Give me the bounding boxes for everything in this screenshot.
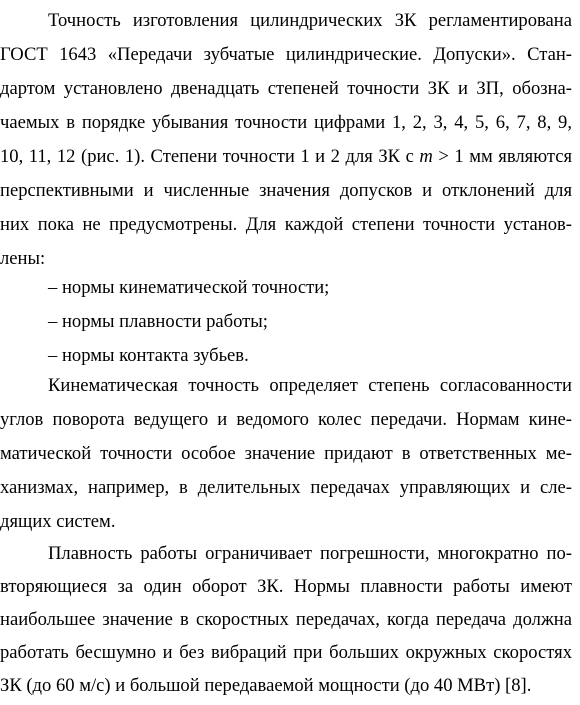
text-line: 10, 11, 12 (рис. 1). Степени точности 1 и 2 для ЗК с m > 1 мм являются (0, 146, 572, 167)
list-item: – нормы плавности работы; (48, 311, 268, 332)
text-line: углов поворота ведущего и ведомого колес передачи. Нормам кине- (0, 409, 572, 430)
text-line: дящих систем. (0, 511, 116, 532)
text-line: Плавность работы ограничивает погрешности, многократно по- (48, 543, 572, 564)
text-line: матической точности особое значение придают в ответственных ме- (0, 443, 572, 464)
variable-m: m (419, 146, 433, 167)
text-line: дартом установлено двенадцать степеней точности ЗК и ЗП, обозна- (0, 78, 572, 99)
text-line: наибольшее значение в скоростных передачах, когда передача должна (0, 609, 572, 630)
text-line: ЗК (до 60 м/с) и большой передаваемой мощности (до 40 МВт) [8]. (0, 675, 532, 696)
text-line: перспективными и численные значения допусков и отклонений для (0, 180, 572, 201)
text-line: чаемых в порядке убывания точности цифрами 1, 2, 3, 4, 5, 6, 7, 8, 9, (0, 112, 572, 133)
text-line: вторяющиеся за один оборот ЗК. Нормы плавности работы имеют (0, 576, 572, 597)
text-line: ГОСТ 1643 «Передачи зубчатые цилиндрические. Допуски». Стан- (0, 44, 572, 65)
list-item: – нормы контакта зубьев. (48, 345, 249, 366)
text-line: работать бесшумно и без вибраций при больших окружных скоростях (0, 642, 572, 663)
text-line: Кинематическая точность определяет степень согласованности (48, 375, 572, 396)
text-line: них пока не предусмотрены. Для каждой степени точности установ- (0, 214, 572, 235)
text-line: ханизмах, например, в делительных передачах управляющих и сле- (0, 477, 572, 498)
text-line: лены: (0, 248, 46, 269)
text-line: Точность изготовления цилиндрических ЗК регламентирована (48, 10, 572, 31)
list-item: – нормы кинематической точности; (48, 277, 330, 298)
